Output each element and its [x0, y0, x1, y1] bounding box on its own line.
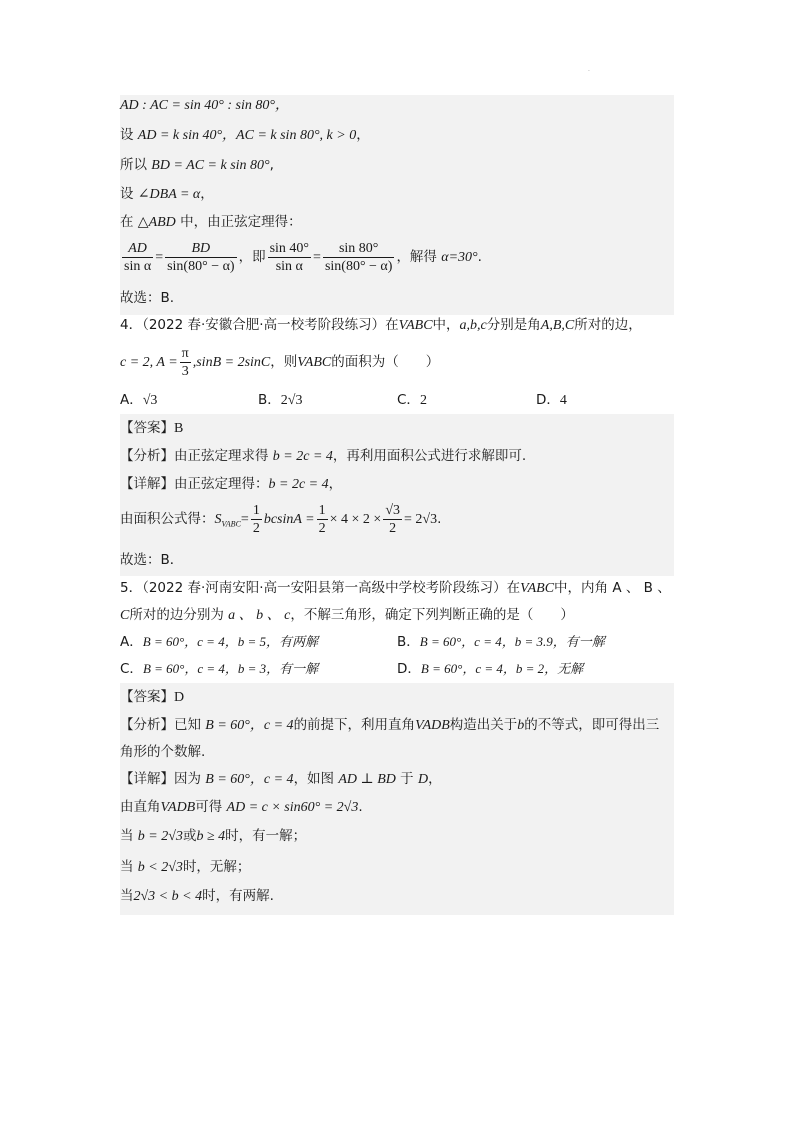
q4-analysis: 【分析】由正弦定理求得 b = 2c = 4，再利用面积公式进行求解即可.: [120, 448, 527, 464]
q4-option-d: D．4: [536, 392, 567, 408]
prev-line-6-equation: $\frac{AD}{\text{sin α}}$ = $\frac{BD}{\sin(80^\circ - \alpha)}$ ，即 $\frac{\sin 40^\circ}{\text{sin α}}$ = $\frac{\sin 80^\circ}{\sin(80^\circ - \alpha)}$ ，解得 α=30°.: [124, 241, 482, 274]
prev-line-5: 在 △ABD 中，由正弦定理得：: [120, 214, 302, 230]
q5-stem-line-2: C所对的边分别为 a 、 b 、 c，不解三角形，确定下列判断正确的是（ ）: [120, 607, 574, 623]
q4-stem: 4．（2022 春·安徽合肥·高一校考阶段练习）在VABC中，a,b,c分别是角A,B,C所对的边，: [120, 317, 642, 333]
q5-option-a: A．B = 60°，c = 4，b = 5，有两解: [120, 634, 318, 650]
corner-mark: ·: [588, 68, 590, 75]
q4-option-b: B．2√3: [258, 392, 303, 408]
q4-solution-block: [120, 414, 674, 576]
q5-detail-line-1: 【详解】因为 B = 60°，c = 4，如图 AD ⊥ BD 于 D，: [120, 771, 442, 787]
q4-option-c: C．2: [397, 392, 427, 408]
prev-line-3: 所以 BD = AC = k sin 80°,: [120, 157, 274, 173]
q5-detail-line-3: 当 b = 2√3或b ≥ 4时，有一解；: [120, 828, 307, 844]
prev-line-2: 设 AD = k sin 40°，AC = k sin 80°, k > 0，: [120, 127, 370, 143]
prev-choose: 故选：B.: [120, 290, 175, 306]
q4-option-a: A．√3: [120, 392, 158, 408]
q5-analysis-line-1: 【分析】已知 B = 60°，c = 4的前提下，利用直角VADB构造出关于b的不等式，即可得出三: [120, 717, 660, 733]
q4-area-formula: 由面积公式得：$S_{VABC}=$ $\frac{1}{2}$ bcsinA = $\frac{1}{2}$ × 4 × 2 × $\frac{√3}{2}$ = 2√3.: [120, 503, 442, 536]
q4-answer: 【答案】B: [120, 420, 184, 436]
q5-analysis-line-2: 角形的个数解.: [120, 744, 206, 760]
q5-detail-line-2: 由直角VADB可得 AD = c × sin60° = 2√3.: [120, 799, 363, 815]
q5-detail-line-5: 当2√3 < b < 4时，有两解.: [120, 888, 274, 904]
q5-detail-line-4: 当 b < 2√3时，无解；: [120, 859, 251, 875]
q4-detail: 【详解】由正弦定理得：b = 2c = 4，: [120, 476, 343, 492]
prev-line-1: AD : AC = sin 40° : sin 80°，: [120, 98, 289, 113]
q4-condition: c = 2, A = $\frac{\pi}{3}$ ,sinB = 2sinC，则VABC的面积为（ ）: [120, 346, 440, 379]
q5-option-d: D．B = 60°，c = 4，b = 2，无解: [397, 661, 584, 677]
q5-option-c: C．B = 60°，c = 4，b = 3，有一解: [120, 661, 319, 677]
q5-option-b: B．B = 60°，c = 4，b = 3.9，有一解: [397, 634, 605, 650]
q5-stem-line-1: 5．（2022 春·河南安阳·高一安阳县第一高级中学校考阶段练习）在VABC中，内角 A 、 B 、: [120, 580, 671, 596]
prev-line-4: 设 ∠DBA = α，: [120, 186, 214, 202]
q4-choose: 故选：B．: [120, 552, 184, 568]
q5-answer: 【答案】D: [120, 689, 185, 705]
